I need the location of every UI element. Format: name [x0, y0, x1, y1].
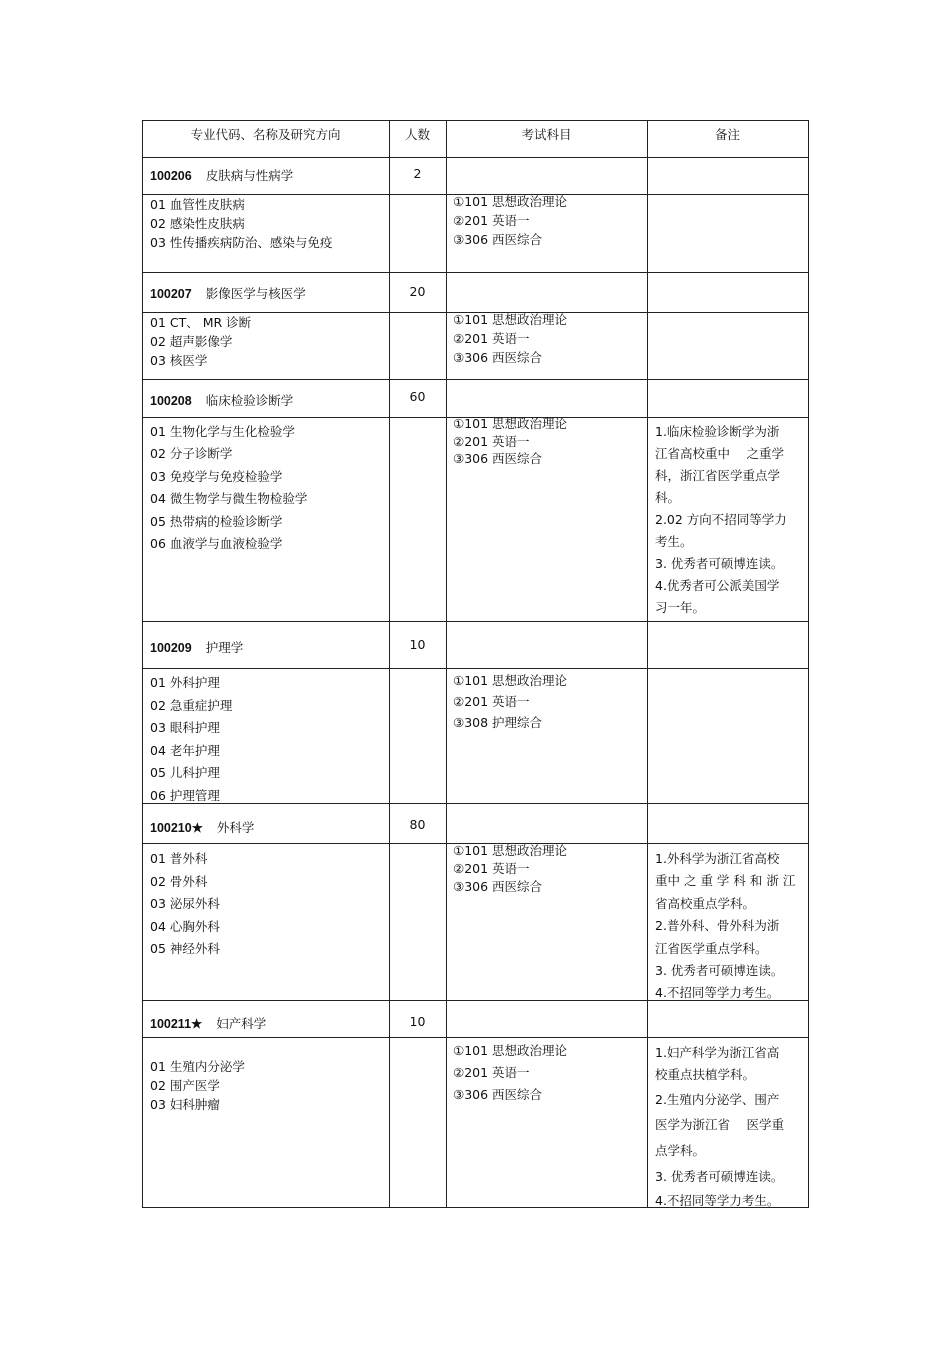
enrollment-count: 10 — [409, 637, 426, 652]
exam-item: ①101 思想政治理论 — [453, 673, 568, 688]
row-divider — [142, 1037, 809, 1038]
exam-item: ①101 思想政治理论 — [453, 1043, 568, 1058]
header-major: 专业代码、名称及研究方向 — [190, 127, 341, 142]
direction-item: 06 血液学与血液检验学 — [150, 536, 283, 552]
direction-item: 01 普外科 — [150, 851, 208, 866]
note-line: 科，浙江省医学重点学 — [655, 468, 781, 483]
exam-item: ①101 思想政治理论 — [453, 194, 568, 209]
admissions-table — [142, 120, 809, 1208]
enrollment-count: 10 — [409, 1014, 426, 1029]
row-divider — [142, 272, 809, 273]
direction-item: 05 热带病的检验诊断学 — [150, 513, 283, 529]
direction-item: 02 围产医学 — [150, 1078, 220, 1093]
exam-item: ③306 西医综合 — [453, 350, 543, 365]
note-line: 1.外科学为浙江省高校 — [655, 851, 780, 866]
exam-list — [453, 192, 567, 249]
note-line: 江省高校重中 之重学 — [655, 446, 784, 461]
direction-list — [150, 1057, 245, 1114]
major-code: 100210★ — [150, 821, 203, 835]
exam-item: ③306 西医综合 — [453, 451, 543, 466]
major-name: 外科学 — [216, 820, 255, 835]
major-code: 100208 — [150, 394, 192, 408]
header-count: 人数 — [404, 127, 430, 142]
exam-list — [453, 415, 567, 468]
enrollment-count: 20 — [409, 284, 426, 299]
exam-item: ②201 英语一 — [453, 1065, 530, 1080]
exam-list — [453, 310, 567, 367]
note-line: 2.生殖内分泌学、围产 — [655, 1092, 780, 1107]
exam-item: ①101 思想政治理论 — [453, 416, 568, 431]
note-line: 校重点扶植学科。 — [655, 1067, 756, 1082]
major-title — [150, 166, 293, 184]
major-title — [150, 391, 293, 409]
major-title — [150, 638, 243, 656]
note-line: 点学科。 — [655, 1143, 706, 1158]
exam-list — [453, 842, 567, 896]
major-code: 100209 — [150, 641, 192, 655]
note-line: 4.优秀者可公派美国学 — [655, 578, 780, 593]
note-line: 江省医学重点学科。 — [655, 940, 768, 956]
note-line: 2.02 方向不招同等学力 — [655, 512, 787, 527]
note-line: 3. 优秀者可硕博连读。 — [655, 556, 784, 571]
note-line: 省高校重点学科。 — [655, 895, 756, 911]
major-name: 临床检验诊断学 — [205, 393, 294, 408]
note-line: 1.临床检验诊断学为浙 — [655, 424, 780, 439]
major-code: 100207 — [150, 287, 192, 301]
direction-list — [150, 313, 251, 370]
row-divider — [142, 621, 809, 622]
exam-list — [453, 1040, 567, 1106]
note-line: 习一年。 — [655, 600, 706, 615]
exam-item: ③306 西医综合 — [453, 232, 543, 247]
direction-item: 03 眼科护理 — [150, 720, 220, 736]
exam-item: ③306 西医综合 — [453, 1087, 543, 1102]
row-divider — [142, 379, 809, 380]
direction-item: 06 护理管理 — [150, 787, 220, 803]
header-notes: 备注 — [714, 127, 740, 142]
exam-item: ②201 英语一 — [453, 694, 530, 709]
column-divider — [446, 120, 447, 1208]
enrollment-count: 60 — [409, 389, 426, 404]
direction-item: 03 免疫学与免疫检验学 — [150, 468, 283, 484]
note-line: 1.妇产科学为浙江省高 — [655, 1045, 780, 1060]
note-line: 重中 之 重 学 科 和 浙 江 — [655, 873, 796, 889]
notes-list — [655, 421, 787, 619]
major-title — [150, 818, 254, 836]
note-line: 3. 优秀者可硕博连读。 — [655, 963, 784, 979]
direction-item: 02 感染性皮肤病 — [150, 216, 245, 231]
direction-list — [150, 421, 307, 555]
major-code: 100211★ — [150, 1017, 203, 1031]
major-name: 护理学 — [205, 640, 244, 655]
direction-item: 01 生殖内分泌学 — [150, 1059, 245, 1074]
direction-item: 03 性传播疾病防治、感染与免疫 — [150, 235, 333, 250]
major-title — [150, 284, 306, 302]
column-divider — [647, 120, 648, 1208]
direction-list — [150, 672, 232, 808]
direction-item: 03 泌尿外科 — [150, 896, 220, 912]
direction-item: 02 超声影像学 — [150, 334, 233, 349]
direction-item: 03 妇科肿瘤 — [150, 1097, 220, 1112]
notes-list — [655, 848, 795, 1005]
exam-item: ②201 英语一 — [453, 213, 530, 228]
exam-item: ③308 护理综合 — [453, 715, 543, 730]
exam-item: ②201 英语一 — [453, 331, 530, 346]
table-border-top — [142, 120, 809, 121]
note-line: 医学为浙江省 医学重 — [655, 1117, 784, 1132]
direction-item: 02 急重症护理 — [150, 697, 233, 713]
note-line: 考生。 — [655, 534, 693, 549]
direction-item: 03 核医学 — [150, 353, 208, 368]
direction-list — [150, 195, 332, 252]
direction-item: 05 神经外科 — [150, 941, 220, 957]
exam-list — [453, 670, 567, 733]
major-name: 妇产科学 — [216, 1016, 267, 1031]
direction-item: 01 外科护理 — [150, 675, 220, 690]
enrollment-count: 80 — [409, 817, 426, 832]
table-border-right — [808, 120, 809, 1208]
direction-item: 04 心胸外科 — [150, 918, 220, 934]
table-border-left — [142, 120, 143, 1208]
note-line: 科。 — [655, 490, 681, 505]
direction-item: 01 CT、 MR 诊断 — [150, 315, 252, 330]
major-name: 皮肤病与性病学 — [205, 168, 294, 183]
direction-item: 05 儿科护理 — [150, 765, 220, 781]
major-title — [150, 1014, 266, 1032]
major-code: 100206 — [150, 169, 192, 183]
exam-item: ③306 西医综合 — [453, 879, 543, 894]
direction-item: 04 微生物学与微生物检验学 — [150, 491, 308, 507]
direction-item: 02 骨外科 — [150, 873, 208, 889]
exam-item: ①101 思想政治理论 — [453, 312, 568, 327]
note-line: 2.普外科、骨外科为浙 — [655, 918, 780, 934]
direction-list — [150, 848, 220, 961]
exam-item: ②201 英语一 — [453, 861, 530, 876]
header-exams: 考试科目 — [521, 127, 572, 142]
enrollment-count: 2 — [413, 166, 422, 181]
direction-item: 04 老年护理 — [150, 742, 220, 758]
direction-item: 01 血管性皮肤病 — [150, 197, 245, 212]
note-line: 4.不招同等学力考生。 — [655, 1193, 780, 1208]
row-divider — [142, 668, 809, 669]
exam-item: ①101 思想政治理论 — [453, 843, 568, 858]
major-name: 影像医学与核医学 — [205, 286, 306, 301]
direction-item: 01 生物化学与生化检验学 — [150, 424, 295, 439]
row-divider — [142, 803, 809, 804]
note-line: 3. 优秀者可硕博连读。 — [655, 1169, 784, 1184]
direction-item: 02 分子诊断学 — [150, 446, 233, 462]
notes-list — [655, 1042, 784, 1212]
row-divider — [142, 157, 809, 158]
exam-item: ②201 英语一 — [453, 433, 530, 449]
note-line: 4.不招同等学力考生。 — [655, 985, 780, 1001]
